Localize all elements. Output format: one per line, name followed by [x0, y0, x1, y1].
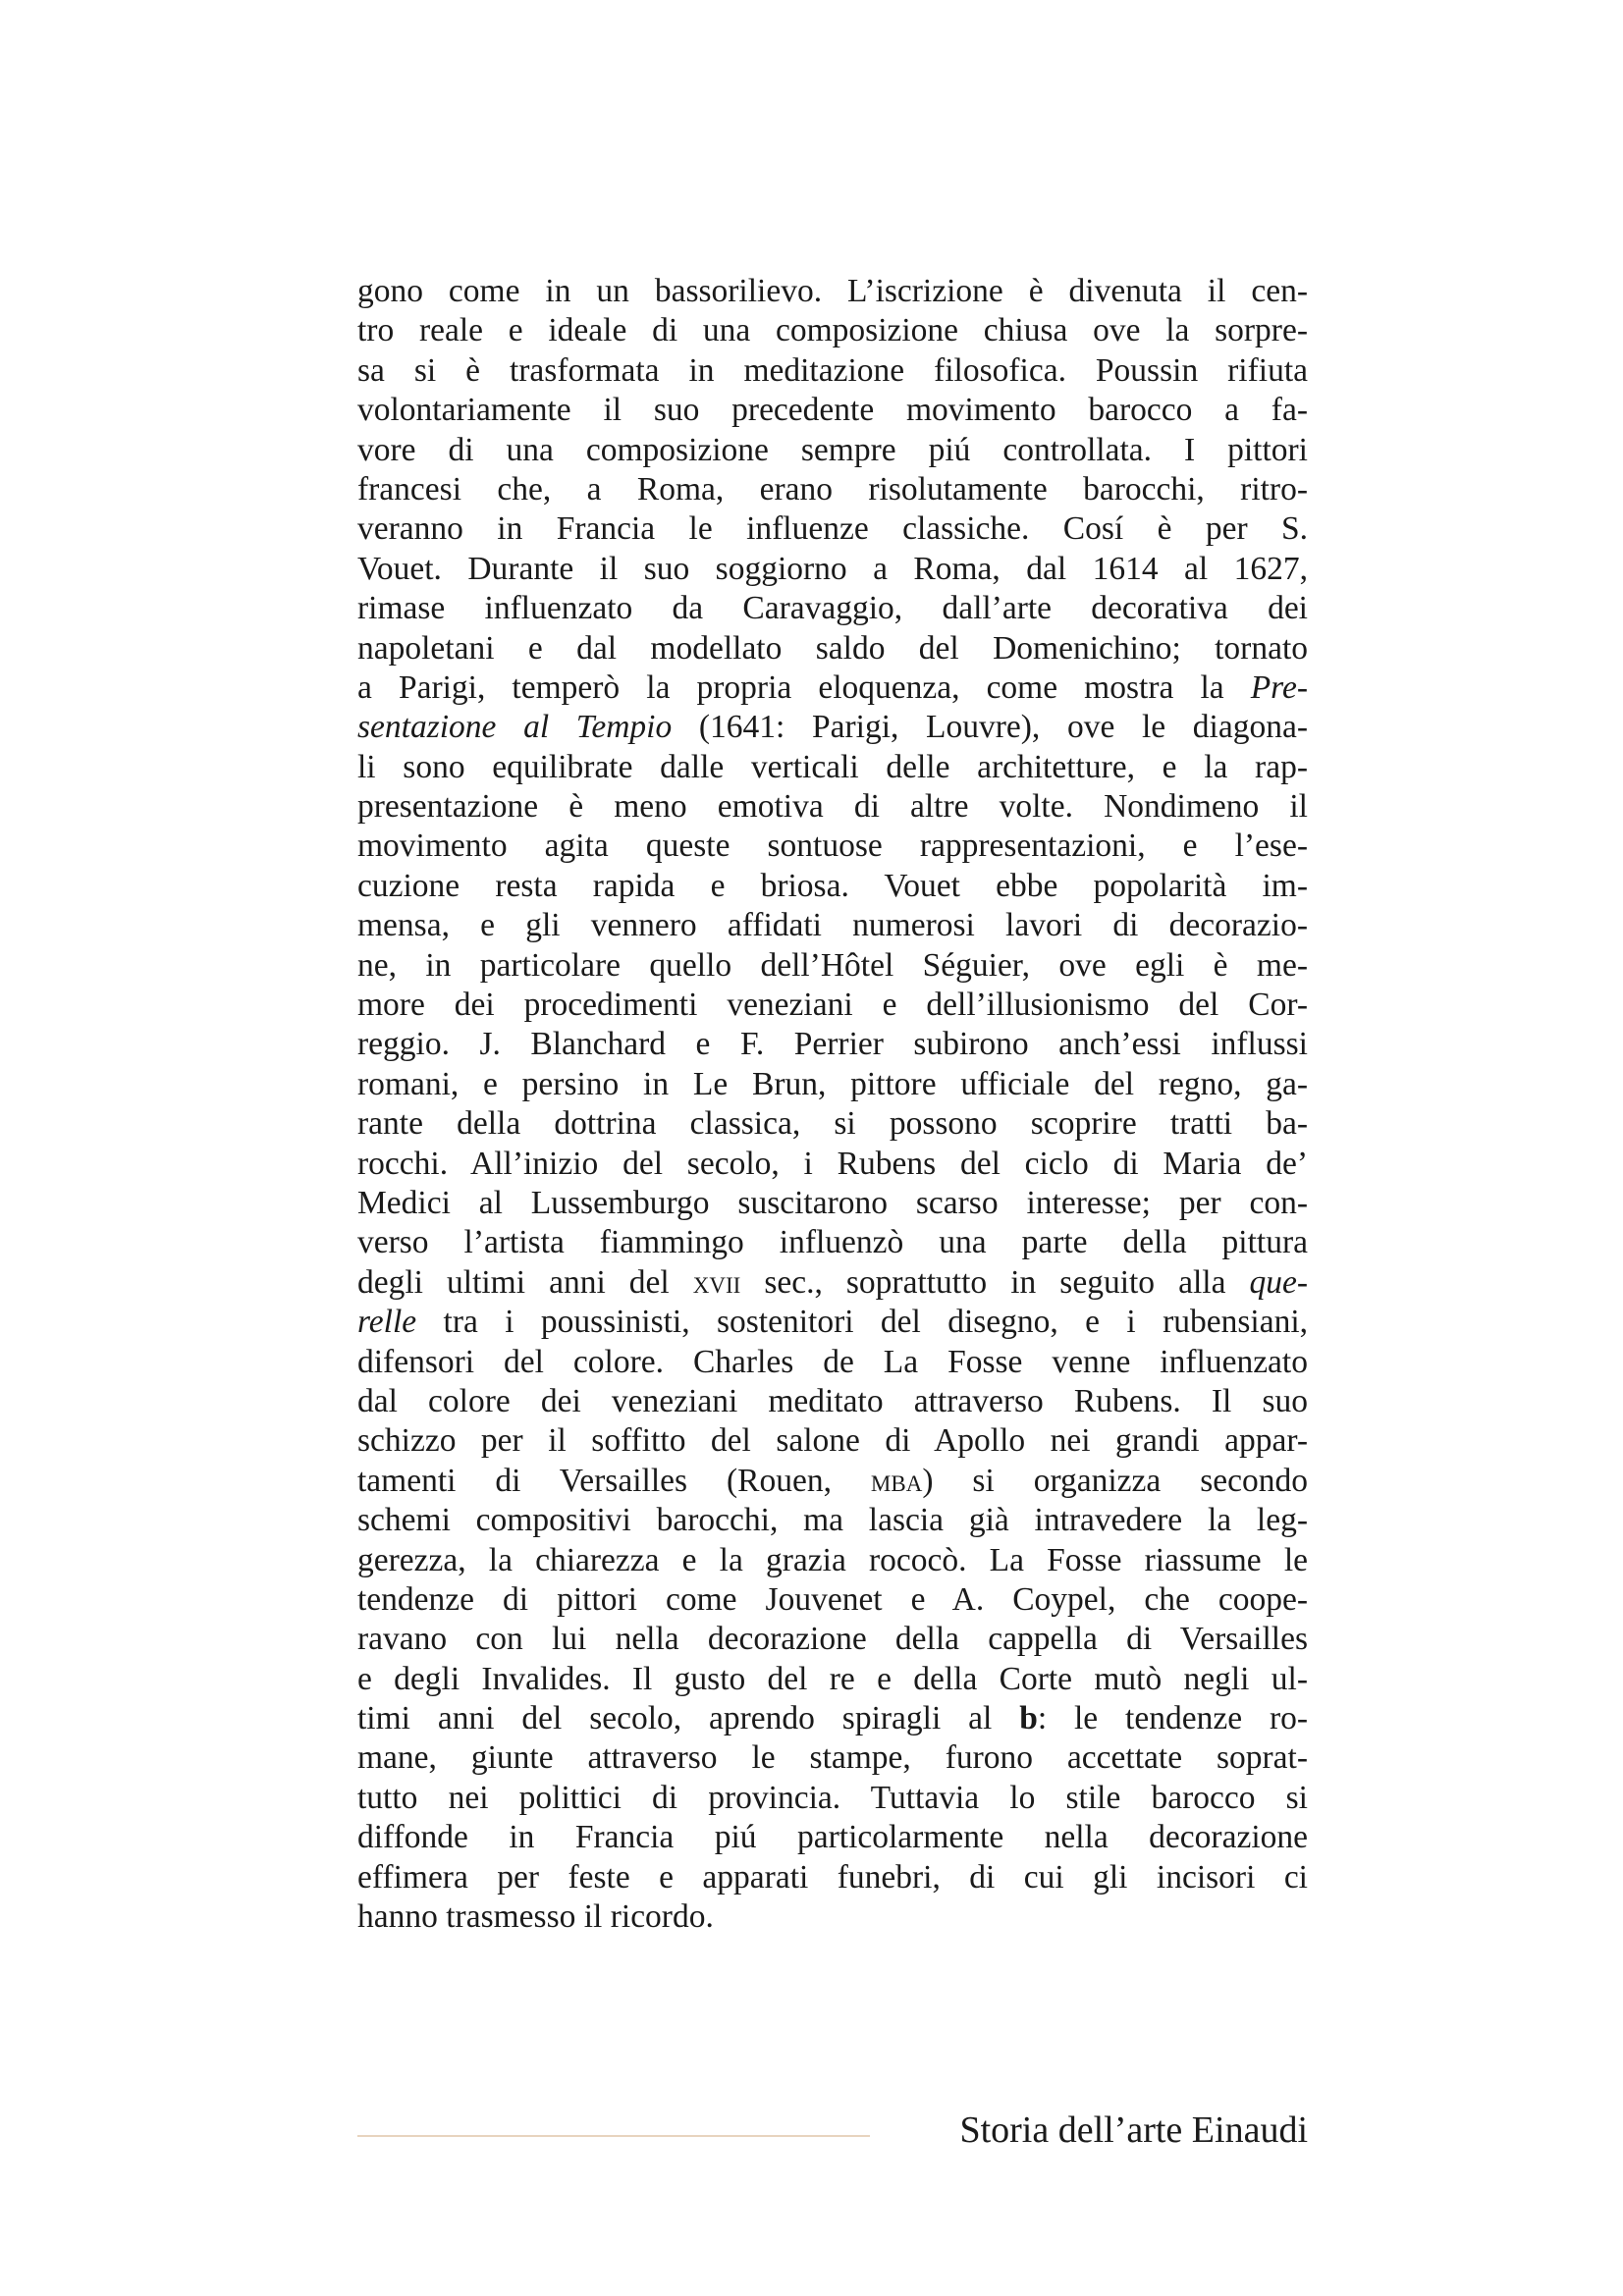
- text-line: [357, 311, 1308, 350]
- text-segment: schemi compositivi barocchi, ma lascia già intravedere la leg-: [357, 1502, 1308, 1539]
- text-segment: tutto nei polittici di provincia. Tuttavia lo stile barocco si: [357, 1779, 1308, 1816]
- text-line: [357, 629, 1308, 668]
- text-segment: tra i poussinisti, sostenitori del disegno, e i rubensiani,: [416, 1304, 1308, 1341]
- text-segment: degli ultimi anni del: [357, 1263, 693, 1301]
- text-segment: rocchi. All’inizio del secolo, i Rubens del ciclo di Maria de’: [357, 1145, 1308, 1182]
- text-segment: sa si è trasformata in meditazione filosofica. Poussin rifiuta: [357, 351, 1308, 389]
- text-segment: difensori del colore. Charles de La Fosse venne influenzato: [357, 1343, 1308, 1380]
- text-segment: cuzione resta rapida e briosa. Vouet ebbe popolarità im-: [357, 867, 1308, 904]
- text-segment: more dei procedimenti veneziani e dell’illusionismo del Cor-: [357, 987, 1308, 1024]
- text-segment: romani, e persino in Le Brun, pittore ufficiale del regno, ga-: [357, 1065, 1308, 1102]
- text-segment: ) si organizza secondo: [922, 1462, 1309, 1499]
- text-segment: mane, giunte attraverso le stampe, furono accettate soprat-: [357, 1739, 1308, 1777]
- text-segment: napoletani e dal modellato saldo del Domenichino; tornato: [357, 629, 1308, 667]
- text-line: [357, 1620, 1308, 1659]
- text-segment: volontariamente il suo precedente movimento barocco a fa-: [357, 392, 1308, 429]
- text-segment: ravano con lui nella decorazione della cappella di Versailles: [357, 1621, 1308, 1658]
- text-segment: ne, in particolare quello dell’Hôtel Séguier, ove egli è me-: [357, 946, 1308, 984]
- text-line: [357, 827, 1308, 866]
- small-caps-text: xvii: [692, 1263, 741, 1301]
- text-line: [357, 1065, 1308, 1104]
- text-segment: a Parigi, temperò la propria eloquenza, come mostra la: [357, 668, 1251, 706]
- text-line: [357, 1897, 1308, 1937]
- text-segment: effimera per feste e apparati funebri, di cui gli incisori ci: [357, 1858, 1308, 1896]
- text-line: [357, 1779, 1308, 1818]
- text-segment: veranno in Francia le influenze classiche. Cosí è per S.: [357, 510, 1308, 548]
- text-segment: francesi che, a Roma, erano risolutamente barocchi, ritro-: [357, 470, 1308, 507]
- text-line: [357, 1738, 1308, 1778]
- text-line: [357, 1223, 1308, 1262]
- text-line: [357, 1025, 1308, 1064]
- text-segment: e degli Invalides. Il gusto del re e della Corte mutò negli ul-: [357, 1660, 1308, 1697]
- text-segment: movimento agita queste sontuose rappresentazioni, e l’ese-: [357, 828, 1308, 865]
- footer-title: Storia dell’arte Einaudi: [959, 2109, 1308, 2151]
- text-segment: gerezza, la chiarezza e la grazia rococò. La Fosse riassume le: [357, 1541, 1308, 1578]
- text-segment: tamenti di Versailles (Rouen,: [357, 1462, 871, 1499]
- text-segment: Vouet. Durante il suo soggiorno a Roma, dal 1614 al 1627,: [357, 550, 1308, 587]
- text-segment: : le tendenze ro-: [1037, 1700, 1309, 1737]
- bold-text: b: [1019, 1700, 1038, 1737]
- text-line: [357, 351, 1308, 391]
- italic-text: sentazione al Tempio: [357, 709, 673, 746]
- text-line: [357, 946, 1308, 986]
- text-segment: verso l’artista fiammingo influenzò una parte della pittura: [357, 1224, 1308, 1261]
- text-line: [357, 1263, 1308, 1303]
- text-segment: presentazione è meno emotiva di altre volte. Nondimeno il: [357, 788, 1308, 826]
- text-line: [357, 509, 1308, 549]
- text-line: [357, 668, 1308, 708]
- italic-text: que-: [1249, 1263, 1309, 1301]
- text-segment: timi anni del secolo, aprendo spiragli al: [357, 1700, 1020, 1737]
- text-segment: gono come in un bassorilievo. L’iscrizione è divenuta il cen-: [357, 273, 1308, 309]
- text-line: [357, 1541, 1308, 1580]
- text-line: [357, 272, 1308, 311]
- footer-rule: [357, 2135, 870, 2137]
- text-line: [357, 1421, 1308, 1461]
- text-line: [357, 1184, 1308, 1223]
- text-segment: tendenze di pittori come Jouvenet e A. Coypel, che coope-: [357, 1580, 1308, 1618]
- text-segment: li sono equilibrate dalle verticali delle architetture, e la rap-: [357, 748, 1308, 785]
- text-segment: Medici al Lussemburgo suscitarono scarso interesse; per con-: [357, 1184, 1308, 1221]
- text-line: [357, 1858, 1308, 1897]
- italic-text: Pre-: [1250, 668, 1308, 706]
- text-line: [357, 1699, 1308, 1738]
- text-segment: mensa, e gli vennero affidati numerosi lavori di decorazio-: [357, 907, 1308, 944]
- text-line: [357, 867, 1308, 906]
- text-line: [357, 1104, 1308, 1144]
- text-segment: tro reale e ideale di una composizione chiusa ove la sorpre-: [357, 312, 1308, 349]
- text-segment: reggio. J. Blanchard e F. Perrier subirono anch’essi influssi: [357, 1026, 1308, 1063]
- text-line: [357, 1382, 1308, 1421]
- text-segment: (1641: Parigi, Louvre), ove le diagona-: [672, 709, 1308, 746]
- text-line: [357, 470, 1308, 509]
- body-text: [357, 272, 1308, 1937]
- text-line: [357, 1343, 1308, 1382]
- text-line: [357, 1580, 1308, 1620]
- text-segment: vore di una composizione sempre piú controllata. I pittori: [357, 431, 1308, 468]
- text-line: [357, 1462, 1308, 1501]
- text-segment: rante della dottrina classica, si possono scoprire tratti ba-: [357, 1105, 1308, 1143]
- text-line: [357, 1660, 1308, 1699]
- text-line: [357, 550, 1308, 589]
- text-line: [357, 708, 1308, 747]
- text-line: [357, 1303, 1308, 1342]
- text-line: [357, 1145, 1308, 1184]
- text-line: [357, 906, 1308, 945]
- italic-text: relle: [357, 1304, 417, 1341]
- text-segment: sec., soprattutto in seguito alla: [740, 1263, 1250, 1301]
- text-segment: rimase influenzato da Caravaggio, dall’arte decorativa dei: [357, 590, 1308, 627]
- text-line: [357, 787, 1308, 827]
- text-line: [357, 1501, 1308, 1540]
- text-line: [357, 391, 1308, 430]
- text-line: [357, 431, 1308, 470]
- text-segment: schizzo per il soffitto del salone di Apollo nei grandi appar-: [357, 1422, 1308, 1460]
- text-segment: diffonde in Francia piú particolarmente nella decorazione: [357, 1819, 1308, 1856]
- text-line: [357, 986, 1308, 1025]
- text-line: [357, 748, 1308, 787]
- text-line: [357, 1818, 1308, 1857]
- text-line: [357, 589, 1308, 628]
- text-segment: dal colore dei veneziani meditato attraverso Rubens. Il suo: [357, 1382, 1308, 1419]
- text-segment: hanno trasmesso il ricordo.: [357, 1898, 714, 1936]
- small-caps-text: mba: [870, 1462, 923, 1499]
